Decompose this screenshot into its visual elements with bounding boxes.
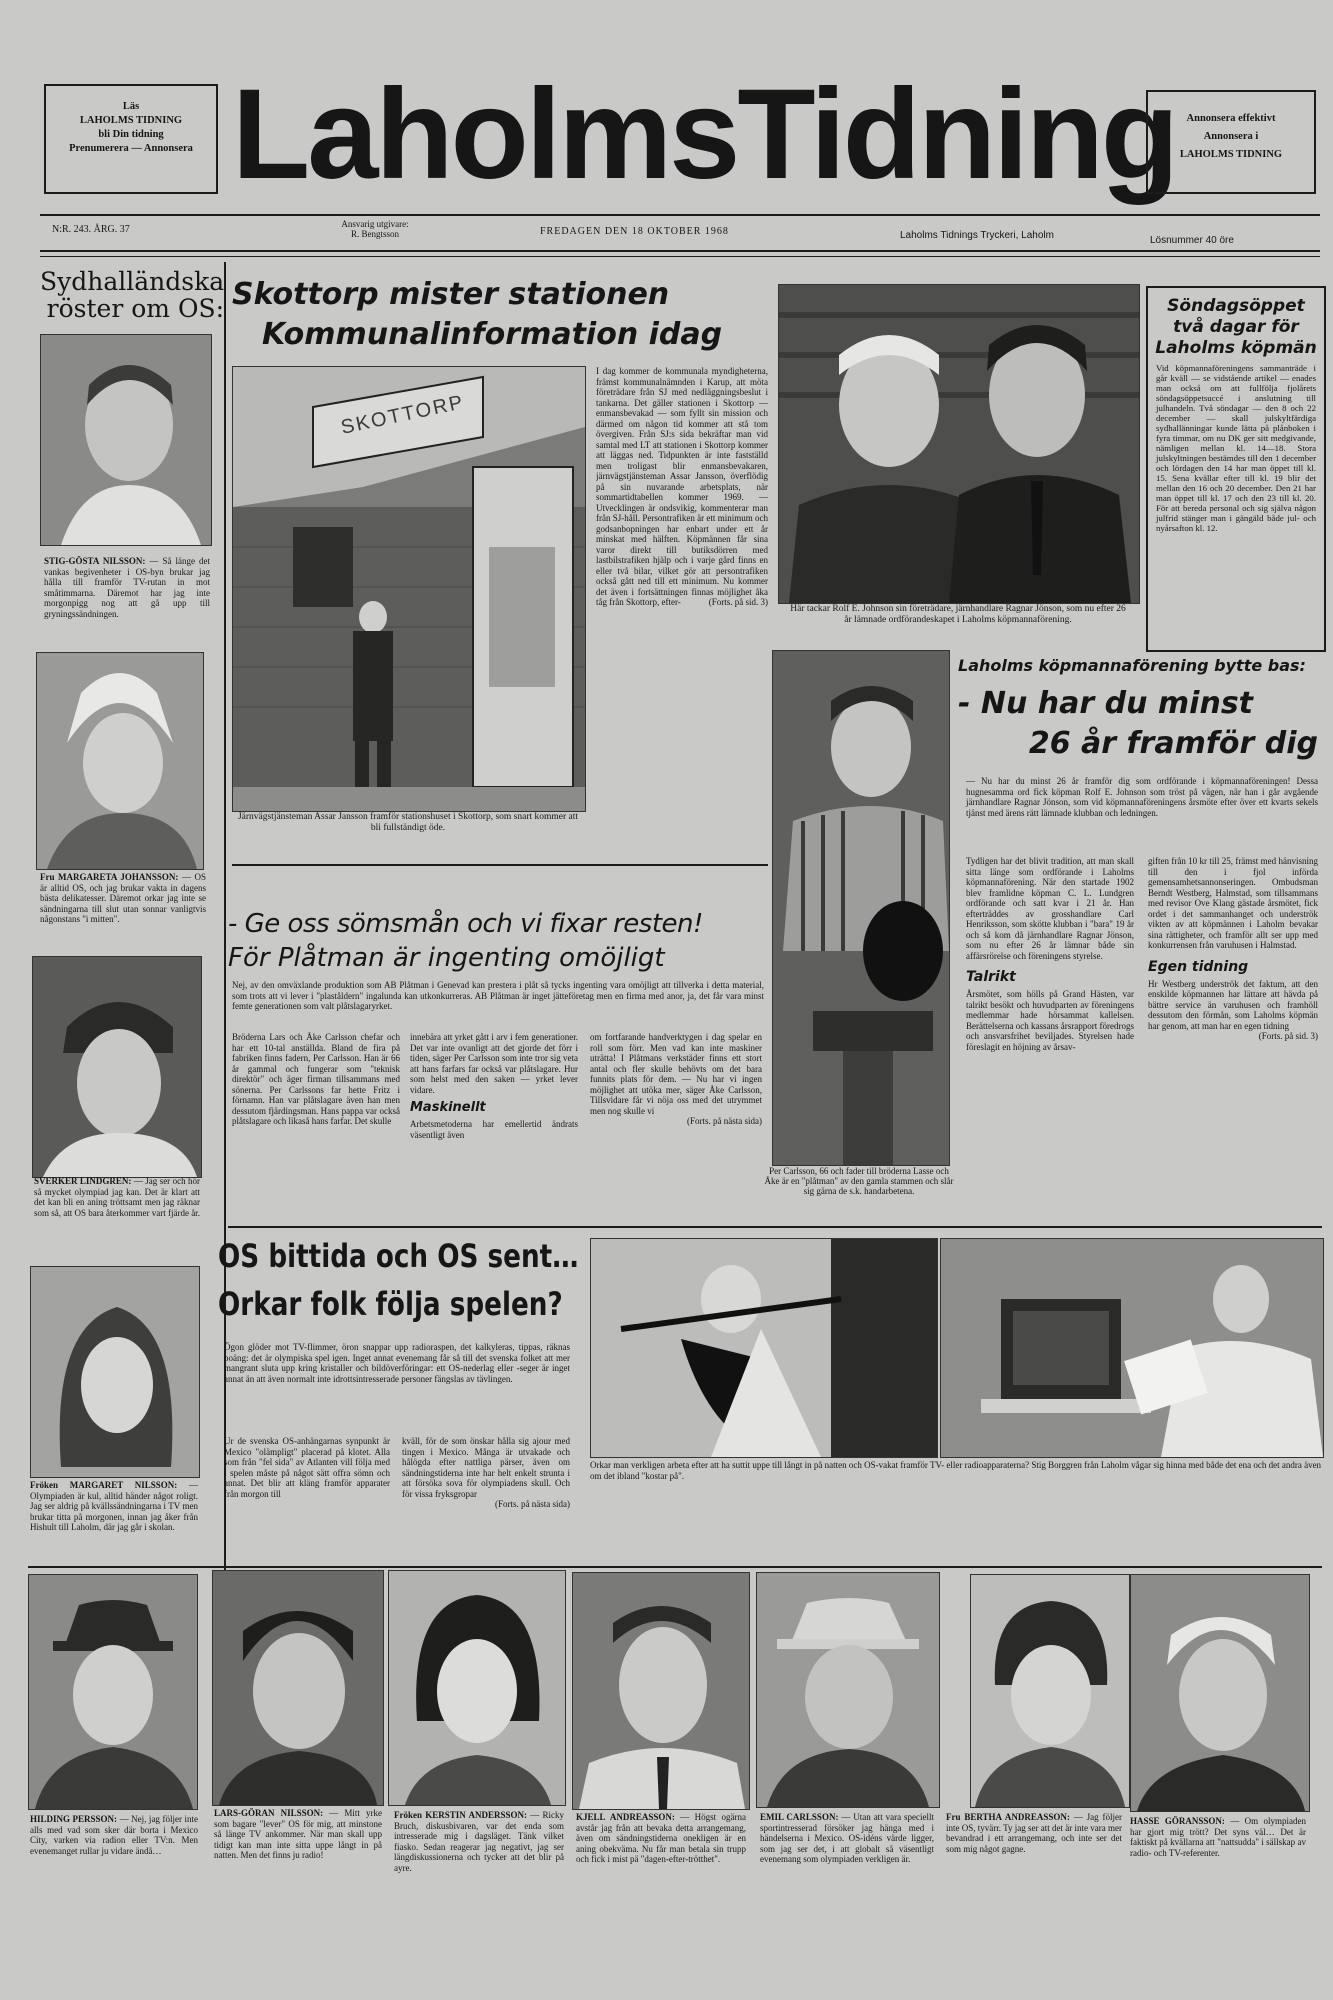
skottorp-body [596,366,768,870]
quote-text: — Så länge det vankas begivenheter i OS-byn brukar jag hålla till framför TV-rutan in mot småtimmarna. Däremot har jag inte morgonpigg nog att gå upp till gryningssändningen. [44,556,210,619]
portrait-stig-gosta [40,334,212,546]
quote-sverker [34,1176,200,1218]
station-photo-caption: Järnvägstjänsteman Assar Jansson framför stationshuset i Skottorp, som snart kommer att bli fullständigt öde. [237,812,579,833]
os-col2-text: kväll, för de som önskar hålla sig ajour med tingen i Mexico. Många är utvakade och hålögda efter nattliga pärser, även om sändningstiderna inte har helt enkelt strunta i att försöka sova för olympiadens skull. Och för vissa fryksgropar [402,1436,570,1499]
kopman-col1b-text: Årsmötet, som hölls på Grand Hästen, var talrikt besökt och huvudparten av föreningens medlemmar hade hörsammat kallelsen. Berättelserna och kassans årsrapport föredrogs och ansvarsfrihet beviljades. Styrelsen hade föreslagit en höjning av årsav- [966,989,1134,1052]
os-subheadline: Orkar folk följa spelen? [218,1285,563,1323]
quote-text: — Ricky Bruch, diskusbivaren, var det enda som intresserade mig i dagsläget. Tänk vilket fiasko. Sedan reagerar jag negativt, jag ser längdiskussionerna och tycker att det blir på ayre. [394,1810,565,1873]
editor-name: R. Bengtsson [350,229,399,239]
sunday-heading-line: två dagar för [1173,317,1299,337]
portrait-icon [389,1571,565,1805]
quote-name: SVERKER LINDGREN: [34,1176,132,1186]
portrait-lars-goran [212,1570,384,1806]
platman-col2b-text: Arbetsmetoderna har emellertid ändrats väsentligt även [410,1119,578,1140]
kopman-kicker: Laholms köpmannaförening bytte bas: [958,656,1306,675]
quote-name: STIG-GÖSTA NILSSON: [44,556,146,566]
kopman-sub2: Egen tidning [1148,958,1249,975]
portrait-hilding [28,1574,198,1810]
issue-date: FREDAGEN DEN 18 OKTOBER 1968 [540,226,729,237]
masthead-title: LaholmsTidning [232,63,1177,206]
portrait-icon [33,957,201,1177]
left-ear-line: Prenumerera — Annonsera [69,143,193,154]
tv-photo-right [940,1238,1324,1458]
skottorp-station-photo [232,366,586,812]
quote-name: KJELL ANDREASSON: [576,1812,675,1822]
kopman-col-1 [966,856,1134,1226]
quote-name: Fru MARGARETA JOHANSSON: [40,872,179,882]
platman-col2-text: innebära att yrket gått i arv i fem generationer. Det var inte ovanligt att det gjorde det förr i tiden, säger Per Carlsson som inte tror sig veta att hans farfars far också var plåtslagare. Hur som helst med den saken — yrket lever vidare. [410,1032,578,1095]
portrait-icon [29,1575,197,1809]
portrait-icon [971,1575,1129,1807]
portrait-icon [213,1571,383,1805]
kopman-col1-text: Tydligen har det blivit tradition, att man skall sitta länge som ordförande i Laholms köpmannaförening. När den startade 1902 blev framlidne köpman C. L. Lundgren ordförande och satt kvar i 21 år. Han efterträddes av grosshandlare Carl Henriksson, som skötte klubban i "bara" 19 år och så kom då järnhandlare Ragnar Jönson, som nu efter 26 år lämnar både sin affärsrörelse och föreningens styrelse. [966,856,1134,961]
quote-hasse [1130,1816,1306,1858]
quote-margaret [30,1480,198,1533]
sunday-heading-line: Laholms köpmän [1155,338,1317,358]
smith-photo [772,650,950,1166]
os-col1-text: Ur de svenska OS-anhängarnas synpunkt är Mexico "olämpligt" placerad på klotet. Alla som från "fel sida" av Atlanten vill följa med i spelen måste på något sätt offra sömn och annat. Det blir att kläng framför apparater från morgon till [224,1436,390,1499]
station-sign-text: SKOTTORP [338,391,467,439]
quote-name: EMIL CARLSSON: [760,1812,839,1822]
os-lead: Ögon glöder mot TV-flimmer, öron snappar upp radioraspen, det kalkyleras, tippas, räknas poäng: det är olympiska spel igen. Inget annat evenemang får så till det svenska folket att mer mangrant sluta upp kring kristaller och bildöverföringar: ett OS-nederlag eller -seger är inget annat än att även normalt inte idrottsintresserade personer fängslas av tävlingen. [224,1342,570,1384]
handshake-caption: Här tackar Rolf E. Johnson sin företrädare, järnhandlare Ragnar Jönson, som nu efter 26 år lämnade ordförandeskapet i Laholms köpmannaförening. [790,604,1126,625]
sunday-heading [1148,288,1324,359]
quote-lars-goran [214,1808,382,1861]
skottorp-forts: (Forts. på sid. 3) [708,597,768,607]
platman-subheadline: För Plåtman är ingenting omöjligt [228,943,665,973]
sunday-box [1146,286,1326,652]
left-ear-line: Läs [122,101,140,112]
portrait-sverker [32,956,202,1178]
kopman-lead: — Nu har du minst 26 år framför dig som ordförande i köpmannaföreningen! Dessa hugnesamma ord fick köpman Rolf E. Johnson som tröst på vägen, när han i går avgående järnhandlare Ragnar Jönson, som vid köpmannaföreningens årsmöte efter över ett kvarts sekels tjänst med ärens rätt lämnade klubban och ledningen. [966,776,1318,818]
quote-bertha [946,1812,1122,1854]
station-building-icon [233,367,585,811]
kopman-col-2 [1148,856,1318,1226]
os-forts: (Forts. på nästa sida) [495,1499,570,1509]
platman-sub: Maskinellt [410,1100,486,1115]
portrait-icon [1131,1575,1309,1811]
quote-text: — OS är alltid OS, och jag brukar vakta in dagens bästa delikatesser. Däremot orkar jag inte se sändningarna till slut utan sonnar vanligtvis någonstans "i mitten". [40,872,207,924]
tv-photo-left [590,1238,938,1458]
quote-hilding [30,1814,198,1856]
quote-text: — Högst ogärna avstår jag från att bevaka detta arrangemang, även om sändningstiderna onekligen är en aning obekväma. Nu får man betala sin trupp och fick i mist pä "dagen-efter-trötthet". [576,1812,747,1864]
quote-text: — Jag följer inte OS, tyvärr. Ty jag ser att det är inte vara mer bevandrad i ett arrangemang, och inte ser det som mig något gagne. [946,1812,1122,1854]
portrait-margaret [30,1266,200,1478]
man-with-radio-icon [591,1239,937,1457]
portrait-icon [31,1267,199,1477]
editor-line [300,219,450,239]
portrait-icon [757,1573,939,1807]
left-column-heading [40,268,224,322]
quote-name: HASSE GÖRANSSON: [1130,1816,1225,1826]
quote-text: — Nej, jag följer inte alls med vad som sker där borta i Mexico City, varken via radion eller TV:n. Men evenemanget rullar ju vidare ändå… [30,1814,199,1856]
kopman-headline: - Nu har du minst [958,686,1254,721]
kopman-forts: (Forts. på sid. 3) [1258,1031,1318,1041]
two-men-icon [779,285,1139,603]
platman-col-2 [410,1032,578,1218]
kopman-sub1: Talrikt [966,969,1016,985]
quote-emil [760,1812,934,1865]
right-ear-line: LAHOLMS TIDNING [1179,149,1283,160]
issue-number: N:R. 243. ÅRG. 37 [52,224,130,235]
platman-lead: Nej, av den omväxlande produktion som AB Plåtman i Genevad kan prestera i plåt så tycks ingenting vara omöjligt att tillverka i detta material, som trots att vi lever i "plaståldern" ingalunda kan utkonkurreras. AB Plåtman är inget jätteföretag men en firma med anor, ja, det får vara minst femte generationen som valt plåtslagaryrket. [232,980,764,1011]
left-heading-line: Sydhalländska [40,267,225,296]
quote-kjell [576,1812,746,1865]
right-ear-line: Annonsera i [1203,131,1259,142]
quote-text: — Om olympiaden har gjort mig trött? Det syns väl… Det är faktiskt på kvällarna att "nattsudda" i sällskap av radio- och TV-referenter. [1130,1816,1306,1858]
platman-col1-text: Bröderna Lars och Åke Carlsson chefar och har ett 10-tal anställda. Bland de fira på fabriken finns fadern, Per Carlsson. Han är 66 år gammal och fungerar som "teknisk direktör" och äger firman tillsammans med sönerna. Per Carlssons far hette Fritz i förnamn. Han var plåtslagare även han men dessutom fjärdingsman. Hans pappa var också plåtslagare och likaså hans farfar. Det skulle [232,1032,400,1126]
quote-name: Fru BERTHA ANDREASSON: [946,1812,1070,1822]
right-ear-box [1146,90,1316,194]
platman-col3-text: om fortfarande handverktygen i dag spelar en roll som förr. Men vad kan inte maskiner uträtta! I Plåtmans verkstäder finns ett stort antal och fler skulle behövts om det bara funnits plats för dem. — Nu har vi ingen möjlighet att utöka mer, säger Åke Carlsson, Tillsvidare får vi nöja oss med det utrymmet men nog skulle vi [590,1032,762,1116]
portrait-kerstin [388,1570,566,1806]
os-col-2 [402,1436,570,1560]
quote-name: HILDING PERSSON: [30,1814,118,1824]
platman-forts: (Forts. på nästa sida) [687,1116,762,1126]
left-ear-line: LAHOLMS TIDNING [79,115,183,126]
left-ear-line: bli Din tidning [98,129,164,140]
platman-headline: - Ge oss sömsmån och vi fixar resten! [228,909,703,939]
masthead-rule [40,250,1320,252]
sunday-heading-line: Söndagsöppet [1167,296,1305,316]
section-rule [232,864,768,866]
quote-kerstin [394,1810,564,1873]
sunday-body: Vid köpmannaföreningens sammanträde i går kväll — se vidstående artikel — enades man också om att fullfölja fjolårets söndagsöppetsuccé i anslutning till julhandeln. Två söndagar — den 8 och 22 december — skall julskyltfärdiga sydhallänningar kunde lätta på plånboken i fyra timmar, om nu DK ger sitt medgivande, nämligen mellan kl. 14—18. Stora julskyltningen bestämdes till den 1 december och lördagen den 14 har man öppet till kl. 15. Sena kvällar efter till kl. 19 blir det mellan den 16 och 20 december. Den 21 har man öppet till kl. 17 och den 23 till kl. 20. För att bereda personal och sig själva någon julfrid stänger man i gängäld både jul- och nyårsafton kl. 12. [1156,363,1316,533]
kopman-col2-text: giften från 10 kr till 25, främst med hänvisning till den i fjol införda gemensamhetsannonseringen. Ombudsman Berndt Westberg, Halmstad, som tillsammans med revisor Ove Klang gästade årsmötet, fick ordet i det sammanhanget och underströk vikten av att köpmännen i Laholm bevakar sina rättigheter, och framför allt ser upp med konkurrensen från varuhusen i Halmstad. [1148,856,1318,950]
tv-caption: Orkar man verkligen arbeta efter att ha suttit uppe till långt in på natten och OS-vakat framför TV- eller radioapparaterna? Stig Borggren från Laholm vågar sig hinna med både det ena och det andra även om det ibland "kostar på". [590,1460,1322,1481]
skottorp-headline: Skottorp mister stationen [232,277,670,312]
os-col-1 [224,1436,390,1556]
editor-label: Ansvarig utgivare: [341,219,409,229]
quote-text: — Mitt yrke som bagare "lever" OS för mig, att minstone så länge TV ankommer. När man skall upp tidigt kan man inte sitta uppe långt in på natten. Men det finns ju radio! [214,1808,382,1860]
left-ear-box [44,84,218,194]
portrait-emil [756,1572,940,1808]
tinsmith-icon [773,651,949,1165]
printer-line: Laholms Tidnings Tryckeri, Laholm [900,230,1054,241]
masthead-rule [40,256,1320,257]
section-rule [228,1226,1322,1228]
quote-text: — Olympiaden är kul, alltid händer något roligt. Jag ser aldrig på kvällssändningarna i TV men brukar titta på morgonen, innan jag åker från Hishult till Laholm, där jag går i skolan. [30,1480,198,1532]
price-line: Lösnummer 40 öre [1150,235,1234,246]
masthead-rule [40,214,1320,216]
platman-col-3 [590,1032,762,1218]
portrait-kjell [572,1572,750,1810]
portrait-margareta [36,652,204,870]
quote-stig-gosta [44,556,210,619]
left-heading-line: röster om OS: [46,294,224,323]
kopman-subheadline: 26 år framför dig [1028,726,1318,761]
section-rule [28,1566,1322,1568]
right-ear-line: Annonsera effektivt [1186,113,1276,124]
quote-margareta [40,872,206,925]
smith-caption: Per Carlsson, 66 och fader till bröderna Lasse och Åke är en "plåtman" av den gamla stammen och slår sig gärna de s.k. handarbetena. [764,1166,954,1196]
man-with-tv-icon [941,1239,1323,1457]
portrait-icon [41,335,211,545]
quote-name: LARS-GÖRAN NILSSON: [214,1808,324,1818]
quote-name: Fröken KERSTIN ANDERSSON: [394,1810,528,1820]
platman-col-1 [232,1032,400,1218]
portrait-icon [573,1573,749,1809]
quote-name: Fröken MARGARET NILSSON: [30,1480,178,1490]
skottorp-subheadline: Kommunalinformation idag [262,317,723,352]
column-rule [224,262,226,1582]
portrait-bertha [970,1574,1130,1808]
handshake-photo [778,284,1140,604]
quote-text: — Jag ser och hör så mycket olympiad jag kan. Det är klart att det kan bli en aning tröttsamt men jag räknar som så, att OS bara återkommer vart fjärde år. [34,1176,201,1218]
skottorp-body-text: I dag kommer de kommunala myndigheterna, främst kommunalnämnden i Karup, att möta företrädare från SJ med nedläggningsbeslut i tankarna. Det gäller stationen i Skottorp — enmansbevakad — som fyllt sin mission och därmed om någon tid kommer att stå tom övergiven. Från SJ:s sida bekräftar man vid samtal med LT att stationen i Skottorp kommer att läggas ned. Tidpunkten är inte fastställd men troligast blir enmansbevakaren, järnvägstjänsteman Assar Jansson, överflödig på sin nuvarande arbetsplats, när sommartidtabellen kommer 1969. — Utvecklingen är ondsvikig, kommenterar man från SJ-håll. Persontrafiken är ett minimum och godsanbopningen har enbart under ett år minskat med hälften. Köpmännen får sina varor direkt till butiksdörren med lastbilstrafiken hjälp och i varje gård finns en eller två bilar, vilket gör att persontrafiken också gått ned till ett minimum. Nu kommer det även i fortsättningen finnas möjlighet åka tåg från Skottorp, efter- [596,366,768,607]
portrait-icon [37,653,203,869]
kopman-col2b-text: Hr Westberg underströk det faktum, att den enskilde köpmannen har lättare att hävda på bättre service än varuhusen och framhöll dessutom den förmån, som Laholms köpmän har genom, att man har en egen tidning [1148,978,1318,1031]
os-headline: OS bittida och OS sent… [218,1237,579,1275]
portrait-hasse [1130,1574,1310,1812]
quote-text: — Utan att vara speciellt sportintresserad försöker jag hänga med i händelserna i Mexico. OS-idéns värde ligger, som jag ser det, i att globalt så väsentligt evenemang som olympiaden verkligen är. [760,1812,935,1864]
